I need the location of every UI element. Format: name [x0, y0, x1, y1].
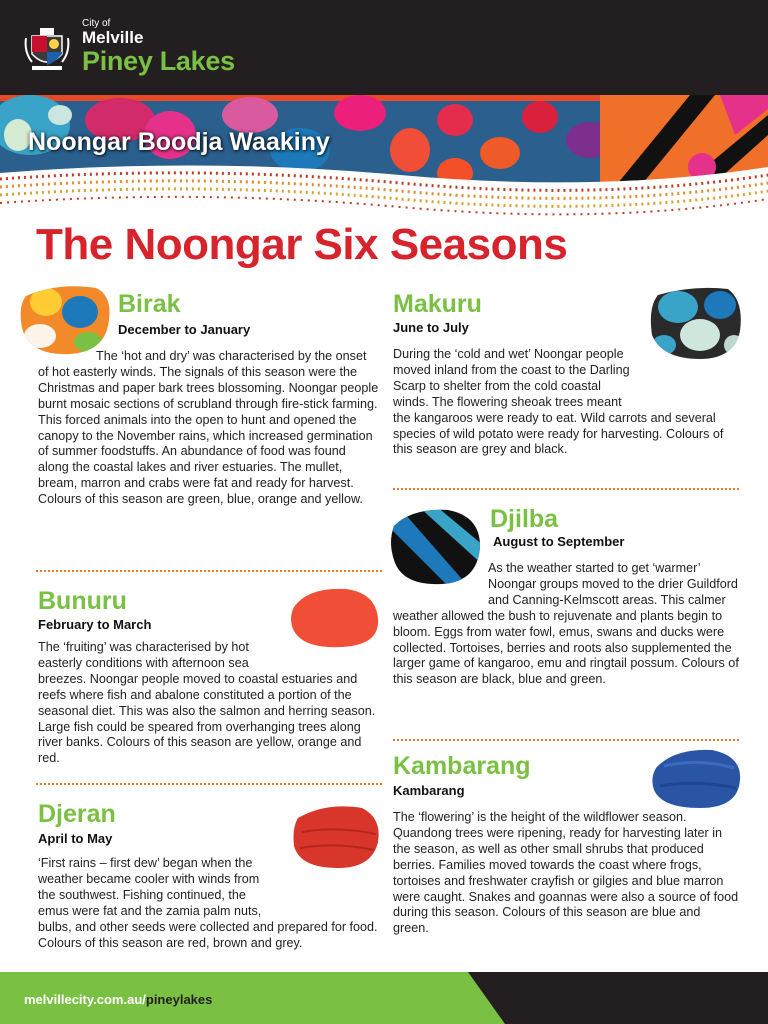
- season-months-djilba: August to September: [493, 534, 625, 549]
- season-description-birak: The ‘hot and dry’ was characterised by the onset of hot easterly winds. The signals of this season were the Christmas and paper bark trees blossoming. Noongar people burnt mosaic sections of scrubland through fire-stick farming. This forced animals into the open to hunt and opened the canopy to the November rains, which increased germination of summer foodstuffs. An abundance of food was found along the coastal lakes and river estuaries. The mullet, bream, marron and crabs were fat and ready for harvest. Colours of this season are green, blue, orange and yellow.: [38, 349, 379, 507]
- divider: [393, 488, 739, 490]
- footer-url-prefix: melvillecity.com.au/: [24, 992, 146, 1007]
- season-months-djeran: April to May: [38, 831, 113, 846]
- city-label: City of: [82, 18, 111, 29]
- birak-artwork-blob: [18, 282, 112, 356]
- page-title: The Noongar Six Seasons: [36, 220, 568, 269]
- season-text-makuru: [393, 347, 739, 458]
- season-months-kambarang: Kambarang: [393, 783, 465, 798]
- season-heading-djeran: Djeran: [38, 800, 116, 828]
- season-text-kambarang: [393, 810, 739, 937]
- banner-title: Noongar Boodja Waakiny: [28, 128, 330, 156]
- season-description-bunuru: The ‘fruiting’ was characterised by hot easterly conditions with afternoon sea breezes. Noongar people moved to coastal estuaries and reefs where fish and abalone constituted a portion of the seasonal diet. This was also the salmon and herring season. Large fish could be speared from overhanging trees along river banks. Colours of this season are yellow, orange and red.: [38, 640, 376, 766]
- divider: [36, 570, 382, 572]
- season-description-djilba: As the weather started to get ‘warmer’ Noongar groups moved to the drier Guildford and Canning-Kelmscott areas. This calmer weather allowed the bush to rejuvenate and plants begin to bloom. Eggs from water fowl, emus, swans and ducks were collected. Tortoises, berries and roots also supplemented the larger game of kangaroo, emu and ringtail possum. Colours of this season are black, blue and green.: [393, 561, 739, 687]
- season-heading-birak: Birak: [118, 290, 181, 318]
- kambarang-artwork-blob: [650, 746, 744, 810]
- footer-url[interactable]: [24, 992, 212, 1007]
- season-description-makuru: During the ‘cold and wet’ Noongar people moved inland from the coast to the Darling Scarp to shelter from the cold coastal winds. The flowering sheoak trees meant the kangaroos were ready to eat. Wild carrots and several species of wild potato were ready for harvesting. Colours of this season are grey and black.: [393, 347, 724, 457]
- season-text-djeran: [38, 856, 380, 951]
- season-months-birak: December to January: [118, 322, 251, 337]
- season-heading-bunuru: Bunuru: [38, 587, 127, 615]
- season-description-kambarang: The ‘flowering’ is the height of the wildflower season. Quandong trees were ripening, ready for harvesting later in the season, as well as other small shrubs that produced berries. Families moved towards the coast where frogs, tortoises and freshwater crayfish or gilgies and blue marron were caught. Snakes and goannas were also a source of food during this season. Colours of this season are blue and green.: [393, 810, 739, 936]
- divider: [36, 783, 382, 785]
- season-months-bunuru: February to March: [38, 617, 152, 632]
- site-name: Piney Lakes: [82, 46, 235, 76]
- season-heading-djilba: Djilba: [490, 505, 559, 533]
- city-crest-icon: [22, 24, 72, 74]
- divider: [393, 739, 739, 741]
- season-text-djilba: [393, 561, 739, 688]
- season-heading-makuru: Makuru: [393, 290, 482, 318]
- season-heading-kambarang: Kambarang: [393, 752, 531, 780]
- season-text-birak: [38, 349, 380, 508]
- season-description-djeran: ‘First rains – first dew’ began when the weather became cooler with winds from the southwest. Fishing continued, the emus were fat and the zamia palm nuts, bulbs, and other seeds were collected and prepared for food. Colours of this season are red, brown and grey.: [38, 856, 378, 950]
- season-months-makuru: June to July: [393, 320, 469, 335]
- season-text-bunuru: [38, 640, 380, 767]
- footer-url-highlight: pineylakes: [145, 992, 213, 1007]
- city-name: Melville: [82, 28, 144, 47]
